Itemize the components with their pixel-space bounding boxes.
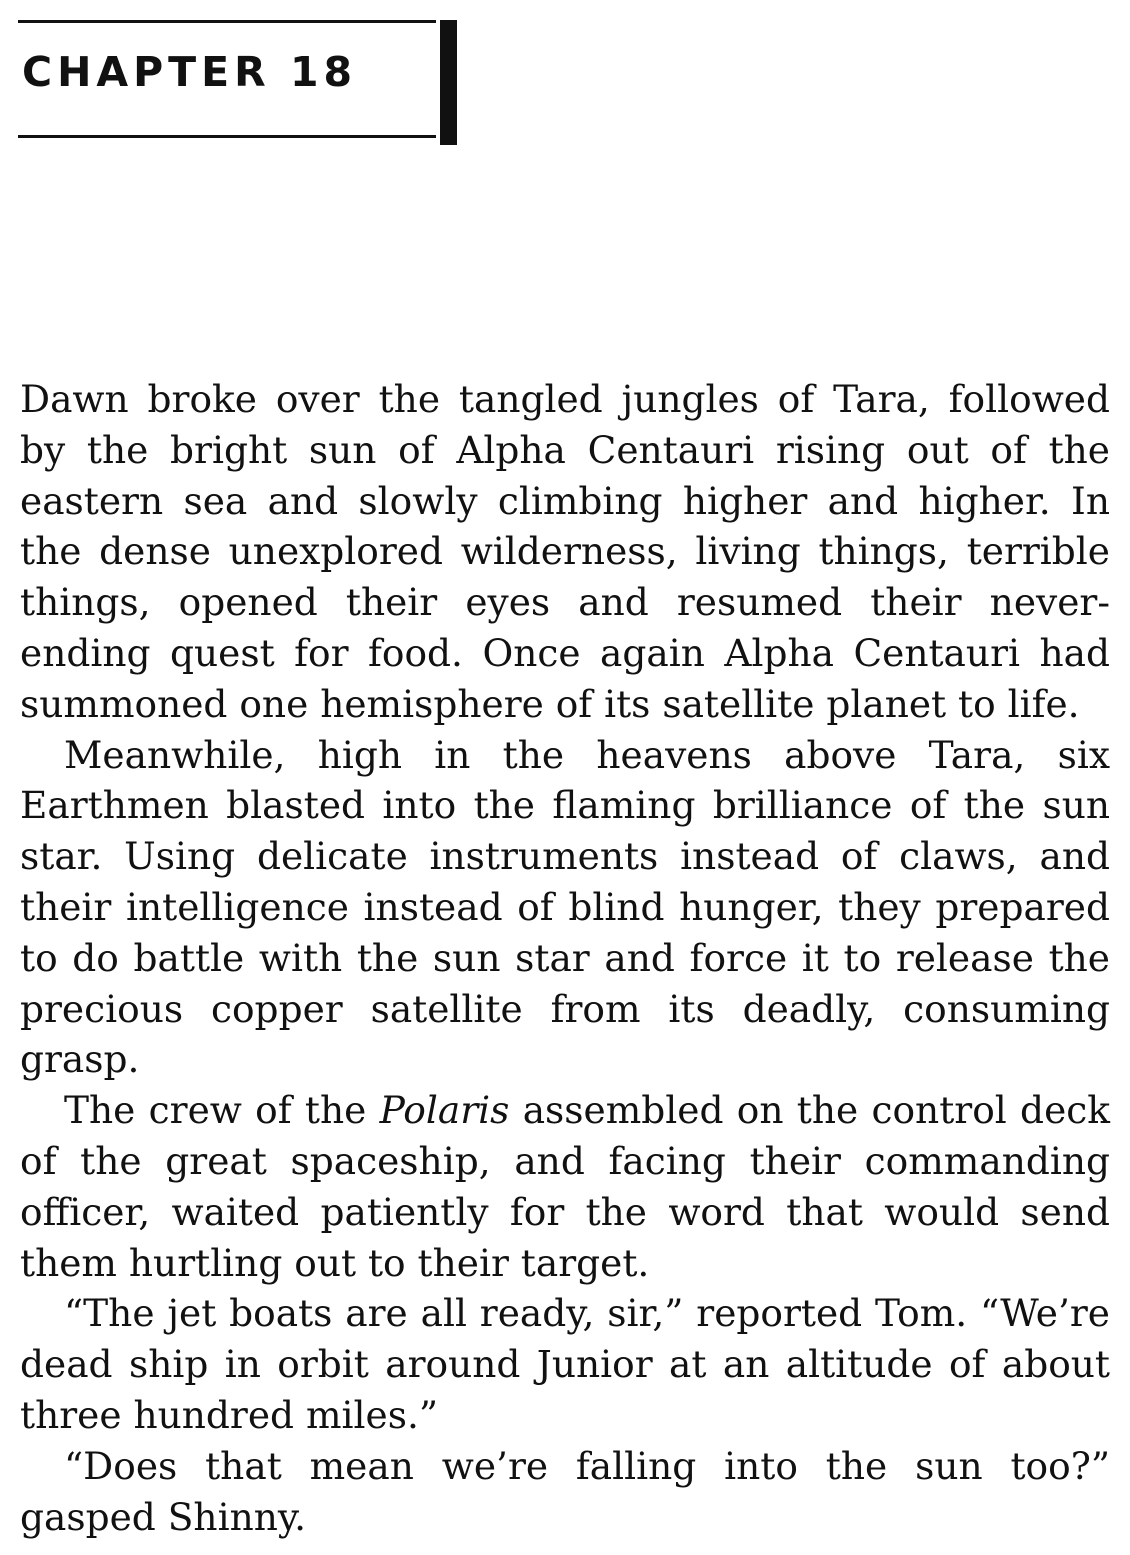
paragraph-2: Meanwhile, high in the heavens above Tara, six Earthmen blasted into the flaming brilliance of the sun star. Using delicate instruments instead of claws, and their intelligence instead of blind hunger, they prepared to do battle with the sun star and force it to release the precious copper satellite from its deadly, consuming grasp. bbox=[20, 732, 1110, 1082]
chapter-title: CHAPTER 18 bbox=[22, 48, 358, 96]
body-text bbox=[20, 374, 1110, 1542]
paragraph-1: Dawn broke over the tangled jungles of Tara, followed by the bright sun of Alpha Centauri rising out of the eastern sea and slowly climbing higher and higher. In the dense unexplored wilderness, living things, terrible things, opened their eyes and resumed their never-ending quest for food. Once again Alpha Centauri had summoned one hemisphere of its satellite planet to life. bbox=[20, 377, 1110, 726]
paragraph-5: “Does that mean we’re falling into the sun too?” gasped Shinny. bbox=[20, 1443, 1110, 1539]
paragraph-4: “The jet boats are all ready, sir,” reported Tom. “We’re dead ship in orbit around Junior at an altitude of about three hundred miles.” bbox=[20, 1291, 1110, 1437]
paragraph-3-before: The crew of the bbox=[64, 1088, 380, 1133]
paragraph-3 bbox=[20, 1085, 1110, 1288]
ship-name: Polaris bbox=[379, 1088, 510, 1133]
paragraph-3-after: assembled on the control deck of the great spaceship, and facing their commanding officer, waited patiently for the word that would send them hurtling out to their target. bbox=[20, 1088, 1110, 1285]
chapter-heading-bar bbox=[440, 20, 457, 145]
